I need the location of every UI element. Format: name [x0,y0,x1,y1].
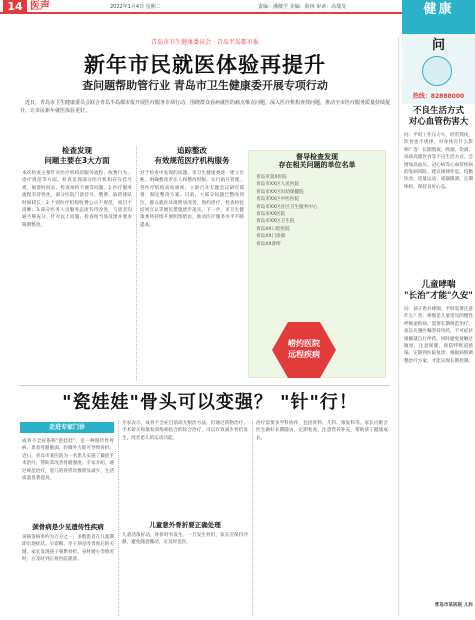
list-item: 青岛XX门诊部 [256,234,286,240]
list-item: 青岛XX诊所 [256,241,281,247]
editor-credits: 责编：潘敬学 美编：薛林 审读：高瑞旻 [258,4,347,10]
list-item: 青岛市XX区卫生院 [256,219,295,225]
inspection-list [256,174,380,248]
list-item: 青岛市XX区人民医院 [256,182,300,188]
list-item: 青岛市第X医院 [256,175,287,180]
hotline-number: 热线：82888000 [412,93,465,100]
masthead-title: 健康 [423,2,454,17]
section-divider [20,385,390,386]
main-headline: 新年市民就医体验再提升 [84,52,326,77]
doctor-avatar [422,56,452,86]
lower-tag-text: 走进专家门诊 [48,424,85,431]
lower-col1-body: 成骨不全症俗称"瓷娃娃"，是一种遗传性骨病，患者骨骼脆弱，轻微外力即可导致骨折。近日，青岛市某医院为一名患儿实施了微创手术治疗，帮助其改善骨骼强度。专家介绍，通过规范治疗，患儿的骨折次数明显减少，生活质量显著提高。 [22,439,114,482]
inspection-title: 督导检查发现 [296,153,338,161]
lower-headline: "瓷娃娃"骨头可以变强？ "针"行！ [62,392,358,413]
section-name: 医声 [30,1,50,12]
list-item: 青岛市XX区社区卫生服务中心 [256,204,318,210]
list-item: 青岛XX口腔医院 [256,226,290,232]
sidebar-ask-char: 问 [431,38,445,53]
main-subheadline: 查问题帮助管行业 青岛市卫生健康委开展专项行动 [82,79,328,92]
main-lead: 近日，青岛市卫生健康委员会联合青岛半岛都市报开展医疗服务专项行动，围绕群众看病就医的痛点难点问题，深入医疗机构查找问题，推动全市医疗服务质量持续提升，让市民新年就医体验更好。 [20,100,391,114]
col1-body: 本次检查主要针对医疗机构的服务流程、收费行为、诊疗规范等方面。检查发现部分医疗机构存在挂号难、候诊时间长、检查预约不便等问题。1.医疗服务流程有待优化，部分医院门诊挂号、缴费、取药排队时间较长；2.个别医疗机构收费公示不规范，项目不清晰；3.部分医务人员服务态度有待改进，与患者沟通不够充分。针对以上问题，检查组当场反馈并要求限期整改。 [22,171,132,228]
lower-col3-heading: 儿童意外骨折要正确处理 [149,521,221,529]
sidebar-story2-body: 问：孩子患有哮喘，平时需要注意什么？答：哮喘是儿童常见的慢性呼吸道疾病，需要长期规范治疗。家长应遵医嘱坚持用药，不可症状缓解就自行停药。同时避免接触过敏原，注意保暖，预防呼吸道感染。定期到医院复诊，根据病情调整治疗方案，才能实现长期控制。 [404,307,473,364]
lower-col2-heading: 颈骨病是少见遗传性疾病 [32,523,104,531]
story-banner: 青岛市卫生健康委员会 · 青岛半岛都市报 [151,39,259,46]
sidebar-story1-body: 问：平时工作压力大，经常熬夜，饮食也不规律，对身体有什么影响？答：长期熬夜、吸烟、饮酒、高盐高脂饮食等不良生活方式，会增加高血压、冠心病等心血管疾病的发病风险。建议规律作息，均衡饮食，适量运动，戒烟限酒，定期体检，保持良好心态。 [404,133,473,190]
column-divider [136,146,137,381]
list-item: 青岛市XX区妇幼保健院 [256,189,304,195]
inspection-subtitle: 存在相关问题的单位名单 [278,161,356,169]
column-divider [252,420,253,616]
sidebar-story2-title: 儿童哮喘 "长治"才能"久安" [404,280,473,301]
col2-body: 对于检查中发现的问题，市卫生健康委逐一建立台账，明确整改责任人和整改时限，实行销号管理。各医疗机构高度重视，立即召开专题会议研究部署，制定整改方案。目前，大部分问题已整改到位，群众就医环境明显改善，预约诊疗、检查检验结果互认等便民措施逐步落实。下一步，市卫生健康委将持续开展明察暗访，推动医疗服务水平不断提高。 [140,171,244,228]
lower-col4-body: 治疗需要多学科协作，包括骨科、儿科、康复科等。家长应配合医生做好长期随访，定期复查，注意营养补充，帮助孩子健康成长。 [256,421,388,441]
list-item: 青岛市XX区中医医院 [256,197,300,203]
sidebar-story2-author: 青岛市某医院 儿科 [434,603,473,608]
sidebar-divider [398,36,399,616]
publication-date: 2022年1月4日 星期二 [110,4,161,10]
list-item: 青岛市XX医院 [256,212,286,218]
col2-heading: 追踪整改 有效规范医疗机构服务 [154,146,230,165]
lower-col3-body2: 儿童活泼好动，骨折时有发生。一旦发生骨折，家长应保持冷静，避免随意搬动，应及时送医。 [122,533,248,546]
hexagon-badge-text: 崂约医院 远程疾病 [288,339,320,359]
sidebar-story1-title: 不良生活方式 对心血管伤害大 [408,106,469,127]
lower-col2-body: 该病发病率约为万分之一，多数患者在儿童期即出现症状。早诊断、早干预是改善预后的关键。家长发现孩子频繁骨折、身材矮小等情况时，应及时到正规医院就诊。 [22,535,114,563]
page-number: 14 [3,0,27,14]
col1-heading: 检查发现 问题主要在3大方面 [44,146,110,165]
column-divider [118,420,119,616]
lower-col3-body: 专家表示，成骨不全症目前尚无根治方法，但通过药物治疗、手术矫正和康复训练相结合的综合治疗，可以有效减少骨折发生，改善患儿的运动功能。 [122,421,248,441]
